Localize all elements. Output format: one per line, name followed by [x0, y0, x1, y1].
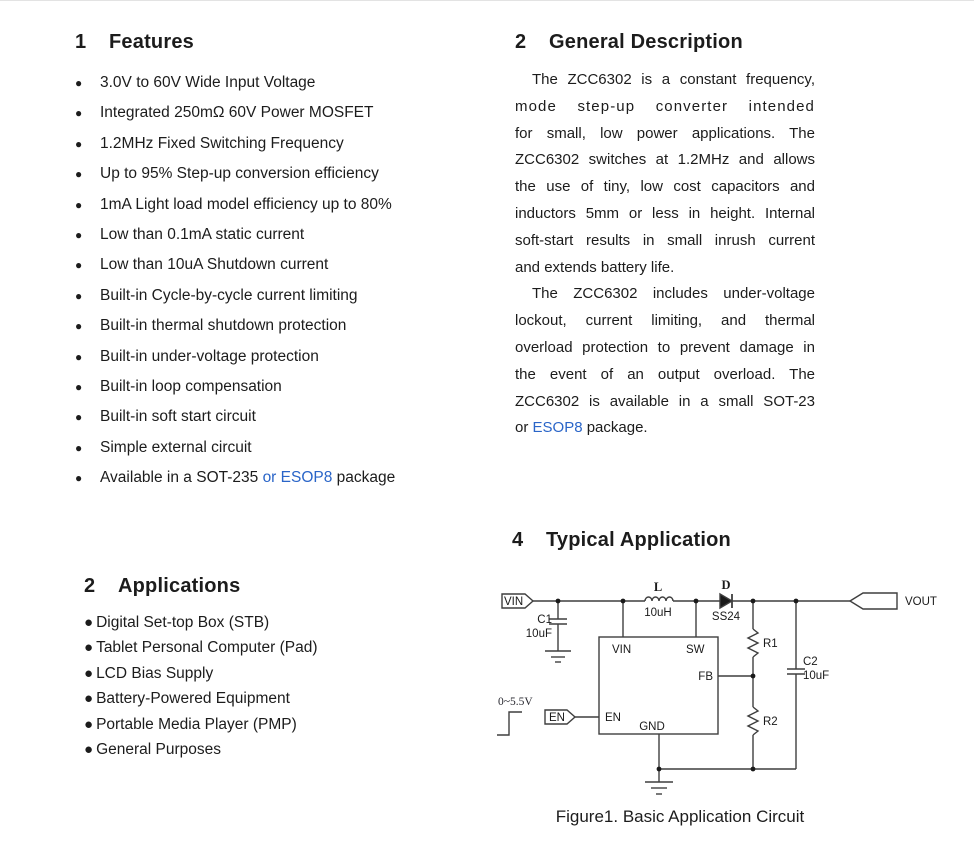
description-text: soft-start results in small inrush current: [515, 231, 815, 249]
vout-tag-label: VOUT: [905, 596, 937, 608]
feature-text: Built-in Cycle-by-cycle current limiting: [100, 286, 358, 304]
description-text: lockout, current limiting, and thermal: [515, 312, 815, 330]
description-text: ZCC6302 is available in a small SOT-23: [515, 392, 815, 410]
figure-caption: Figure1. Basic Application Circuit: [555, 807, 805, 826]
features-list: [75, 68, 495, 493]
application-text: Tablet Personal Computer (Pad): [96, 639, 318, 657]
application-text: LCD Bias Supply: [96, 664, 214, 682]
bullet-icon: ●: [75, 349, 83, 364]
description-paragraph: [515, 281, 815, 442]
feature-text: Low than 0.1mA static current: [100, 225, 305, 243]
bullet-icon: ●: [75, 106, 83, 121]
application-text: Battery-Powered Equipment: [96, 690, 290, 708]
bullet-icon: ●: [75, 471, 83, 486]
feature-item: [75, 129, 495, 159]
feature-item: [75, 463, 495, 493]
description-line: [515, 389, 815, 416]
section-title: Applications: [118, 575, 241, 597]
bullet-icon: ●: [75, 167, 83, 182]
feature-text: 3.0V to 60V Wide Input Voltage: [100, 74, 316, 91]
inductor-ref: L: [653, 580, 663, 594]
description-paragraph: [515, 67, 815, 281]
description-text: overload protection to prevent damage in: [515, 338, 815, 356]
description-text: the event of an output overload. The: [515, 365, 815, 383]
description-paragraphs: [515, 67, 815, 442]
feature-text: package: [332, 469, 396, 487]
feature-item: [75, 68, 495, 98]
bullet-icon: ●: [75, 136, 83, 151]
r2-ref: R2: [763, 716, 778, 728]
feature-text: Built-in thermal shutdown protection: [100, 317, 347, 335]
application-item: [84, 712, 484, 737]
inductor-icon: [645, 597, 673, 601]
bullet-icon: ●: [75, 258, 83, 273]
applications-list: [84, 610, 484, 762]
description-line: [515, 308, 815, 335]
feature-item: [75, 98, 495, 128]
section-number: 4: [512, 529, 524, 551]
circuit-svg: [495, 569, 945, 814]
feature-text: Integrated 250mΩ 60V Power MOSFET: [100, 104, 374, 122]
section-number: 1: [75, 31, 87, 53]
bullet-icon: ●: [75, 410, 83, 425]
feature-text: 1.2MHz Fixed Switching Frequency: [100, 134, 344, 152]
bullet-icon: ●: [75, 379, 83, 394]
r1-ref: R1: [763, 638, 778, 650]
section-title: Typical Application: [546, 529, 731, 551]
feature-text: Low than 10uA Shutdown current: [100, 256, 329, 274]
feature-item: [75, 220, 495, 250]
bullet-icon: ●: [75, 76, 83, 90]
junction-dots: [556, 599, 799, 772]
application-item: [84, 635, 484, 660]
description-text: the use of tiny, low cost capacitors and: [515, 178, 815, 196]
r1-resistor-icon: [748, 629, 758, 657]
application-item: [84, 686, 484, 711]
bullet-icon: ●: [75, 197, 83, 212]
inductor-value: 10uH: [644, 607, 672, 619]
description-text: inductors 5mm or less in height. Internal: [515, 204, 815, 222]
feature-text: Available in a SOT-235: [100, 469, 263, 487]
general-description-section: [515, 31, 815, 442]
c1-value: 10uF: [525, 628, 552, 640]
c1-ref: C1: [537, 614, 552, 626]
feature-item: [75, 372, 495, 402]
r2-resistor-icon: [748, 707, 758, 735]
application-text: Portable Media Player (PMP): [96, 715, 297, 733]
description-text: for small, low power applications. The: [515, 124, 815, 142]
bullet-icon: ●: [84, 614, 94, 631]
feature-text: Built-in loop compensation: [100, 377, 282, 395]
description-line: [515, 362, 815, 389]
description-line: [515, 415, 815, 442]
bullet-icon: ●: [75, 440, 83, 455]
features-section: [75, 31, 495, 493]
enable-range-label: 0~5.5V: [498, 696, 533, 708]
description-text: ZCC6302 switches at 1.2MHz and allows: [515, 151, 815, 169]
en-tag-label: EN: [549, 712, 565, 724]
bullet-icon: ●: [84, 690, 94, 708]
section-title: Features: [109, 31, 194, 53]
general-description-heading: [515, 31, 815, 54]
section-number: 2: [84, 575, 96, 597]
ic-pin-sw: SW: [686, 644, 705, 656]
applications-heading: [84, 575, 484, 598]
feature-item: [75, 250, 495, 280]
ic-pin-en: EN: [605, 712, 621, 724]
features-heading: [75, 31, 495, 54]
bullet-icon: ●: [84, 639, 94, 657]
bullet-icon: ●: [75, 288, 83, 303]
description-line: [515, 255, 815, 282]
diode-value: SS24: [711, 611, 741, 623]
step-waveform-icon: [497, 712, 522, 735]
description-text: mode step-up converter intended: [515, 97, 815, 115]
description-text: or: [515, 419, 533, 437]
description-line: [515, 228, 815, 255]
vin-tag-label: VIN: [504, 596, 524, 608]
bullet-icon: ●: [84, 715, 94, 733]
applications-section: [84, 575, 484, 762]
bullet-icon: ●: [75, 227, 83, 242]
description-line: [515, 121, 815, 148]
application-item: [84, 737, 484, 762]
feature-item: [75, 342, 495, 372]
feature-item: [75, 159, 495, 189]
c2-ref: C2: [803, 656, 818, 668]
description-line: [515, 281, 815, 308]
vout-tag-icon: [850, 593, 897, 609]
feature-text: Simple external circuit: [100, 438, 252, 456]
feature-item: [75, 190, 495, 220]
diode-icon: [720, 594, 732, 608]
description-line: [515, 174, 815, 201]
ic-pin-vin: VIN: [612, 644, 632, 656]
feature-item: [75, 311, 495, 341]
application-text: General Purposes: [96, 740, 221, 758]
description-text: The ZCC6302 includes under-voltage: [532, 285, 815, 303]
section-number: 2: [515, 31, 527, 53]
description-line: [515, 147, 815, 174]
bullet-icon: ●: [84, 740, 94, 758]
feature-item: [75, 433, 495, 463]
bullet-icon: ●: [84, 664, 94, 682]
application-item: [84, 661, 484, 686]
ic-pin-fb: FB: [698, 671, 713, 683]
description-text: package.: [582, 419, 648, 437]
diode-ref: D: [721, 578, 731, 592]
description-line: [515, 201, 815, 228]
feature-item: [75, 281, 495, 311]
description-text: ESOP8: [532, 419, 583, 437]
description-text: and extends battery life.: [515, 258, 675, 276]
description-text: The ZCC6302 is a constant frequency,: [532, 71, 815, 88]
ic-pin-gnd: GND: [639, 721, 665, 733]
bullet-icon: ●: [75, 319, 83, 334]
feature-text: or ESOP8: [262, 469, 333, 487]
feature-item: [75, 402, 495, 432]
c2-value: 10uF: [803, 670, 830, 682]
feature-text: Up to 95% Step-up conversion efficiency: [100, 165, 379, 183]
application-item: [84, 610, 484, 635]
section-title: General Description: [549, 31, 743, 53]
application-text: Digital Set-top Box (STB): [96, 614, 270, 631]
typical-application-heading: [512, 529, 731, 552]
feature-text: 1mA Light load model efficiency up to 80%: [100, 195, 392, 213]
description-line: [515, 335, 815, 362]
description-line: [515, 67, 815, 94]
application-circuit-diagram: [495, 569, 945, 819]
feature-text: Built-in soft start circuit: [100, 408, 256, 426]
description-line: [515, 94, 815, 121]
feature-text: Built-in under-voltage protection: [100, 347, 319, 365]
